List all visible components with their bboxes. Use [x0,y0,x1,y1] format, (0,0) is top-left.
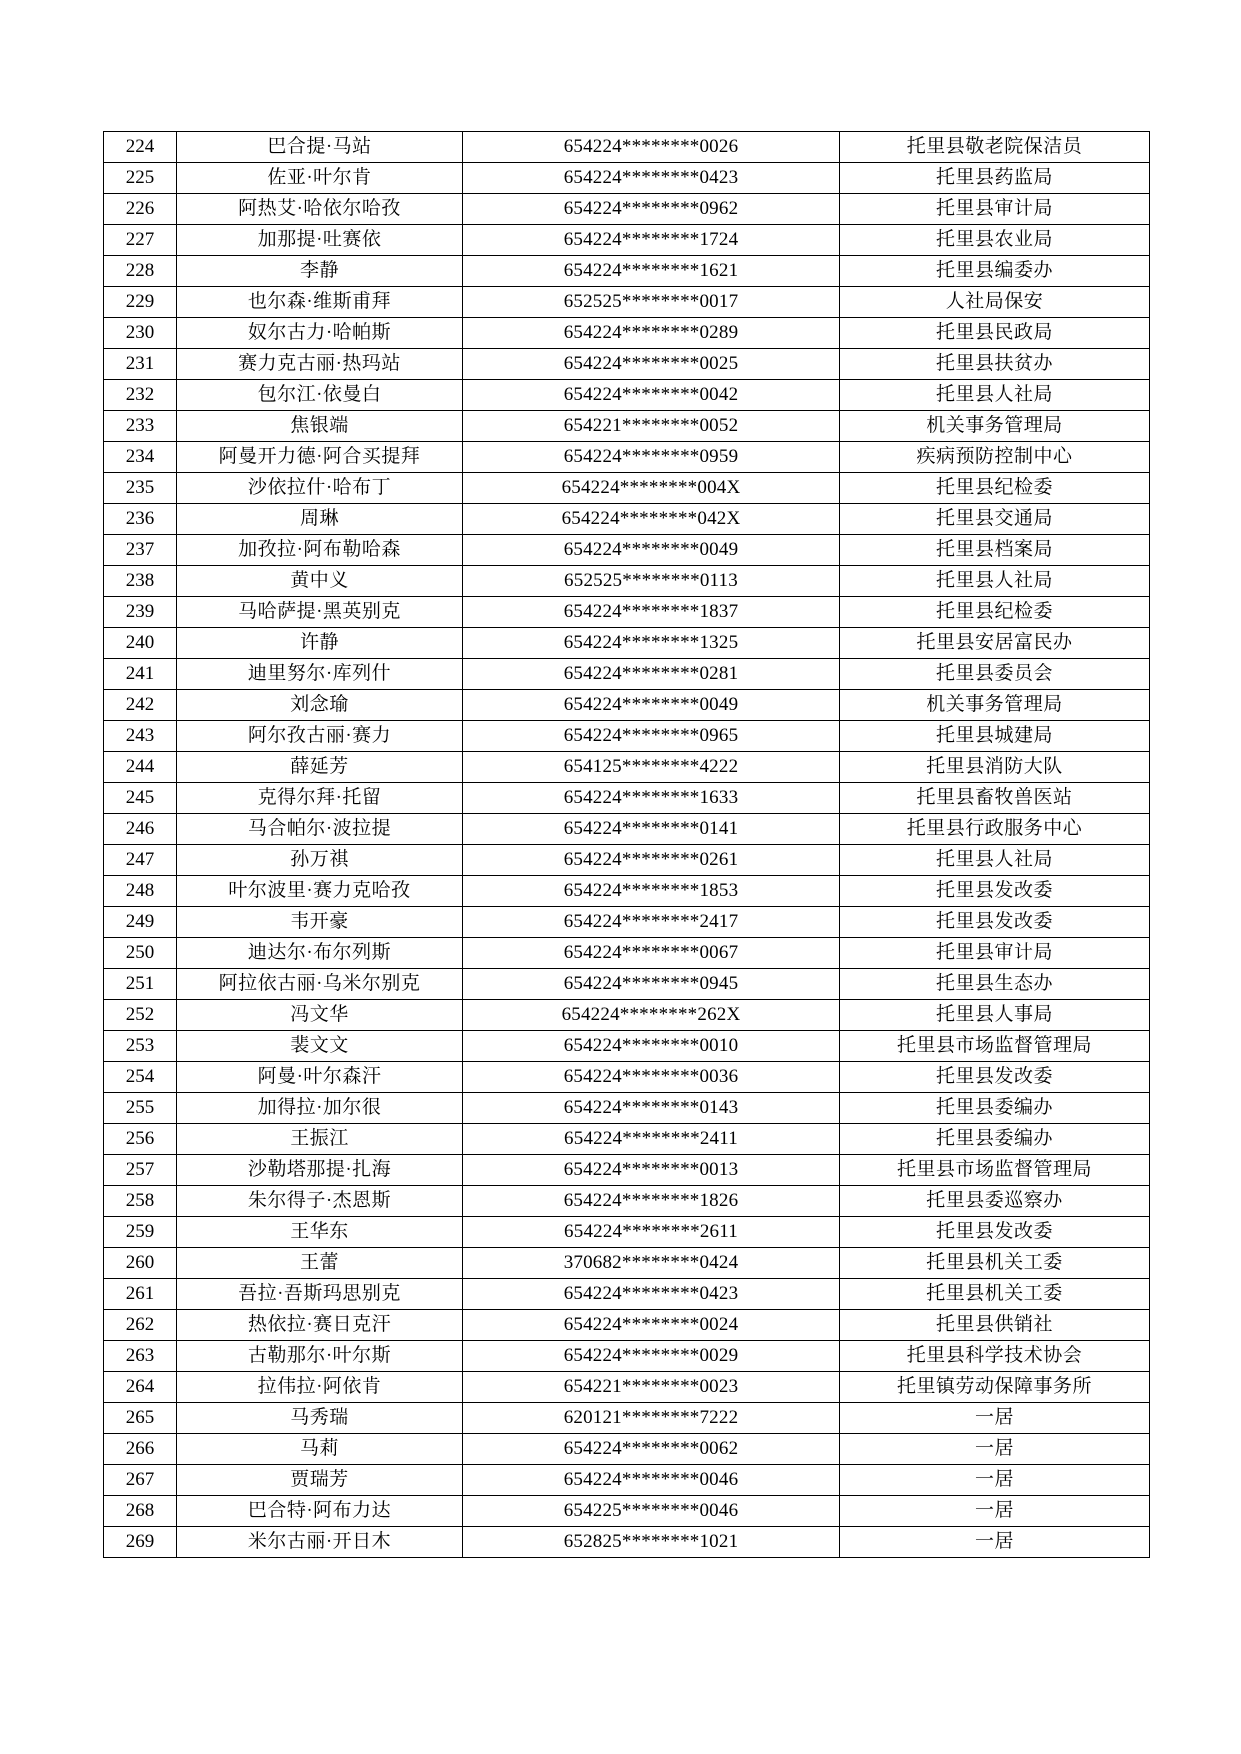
table-row [104,1465,1150,1496]
roster-table [103,131,1150,1558]
id-number-cell: 654224********0281 [463,659,840,690]
person-name-cell: 巴合提·马站 [177,132,463,163]
roster-table-body [104,132,1150,1558]
person-name-cell: 阿热艾·哈依尔哈孜 [177,194,463,225]
person-name-cell: 黄中义 [177,566,463,597]
table-row [104,1527,1150,1558]
id-number-cell: 654224********0013 [463,1155,840,1186]
id-number-cell: 654224********0423 [463,163,840,194]
work-unit-cell: 托里县市场监督管理局 [840,1155,1150,1186]
person-name-cell: 沙勒塔那提·扎海 [177,1155,463,1186]
work-unit-cell: 托里县人事局 [840,1000,1150,1031]
row-index-cell: 254 [104,1062,177,1093]
person-name-cell: 沙依拉什·哈布丁 [177,473,463,504]
work-unit-cell: 托里县委编办 [840,1093,1150,1124]
table-row [104,876,1150,907]
table-row [104,1186,1150,1217]
work-unit-cell: 托里县人社局 [840,566,1150,597]
work-unit-cell: 一居 [840,1465,1150,1496]
table-row [104,194,1150,225]
table-row [104,721,1150,752]
id-number-cell: 654224********0959 [463,442,840,473]
table-row [104,845,1150,876]
work-unit-cell: 托里县机关工委 [840,1279,1150,1310]
work-unit-cell: 托里县行政服务中心 [840,814,1150,845]
row-index-cell: 253 [104,1031,177,1062]
row-index-cell: 255 [104,1093,177,1124]
person-name-cell: 奴尔古力·哈帕斯 [177,318,463,349]
row-index-cell: 234 [104,442,177,473]
person-name-cell: 王华东 [177,1217,463,1248]
person-name-cell: 阿曼开力德·阿合买提拜 [177,442,463,473]
row-index-cell: 233 [104,411,177,442]
work-unit-cell: 托里县城建局 [840,721,1150,752]
row-index-cell: 259 [104,1217,177,1248]
person-name-cell: 冯文华 [177,1000,463,1031]
id-number-cell: 654224********0026 [463,132,840,163]
work-unit-cell: 托里县发改委 [840,876,1150,907]
table-row [104,1093,1150,1124]
row-index-cell: 228 [104,256,177,287]
work-unit-cell: 机关事务管理局 [840,690,1150,721]
table-row [104,1403,1150,1434]
table-row [104,132,1150,163]
row-index-cell: 251 [104,969,177,1000]
person-name-cell: 阿尔孜古丽·赛力 [177,721,463,752]
row-index-cell: 242 [104,690,177,721]
work-unit-cell: 一居 [840,1434,1150,1465]
table-row [104,752,1150,783]
id-number-cell: 654224********042X [463,504,840,535]
id-number-cell: 654224********2417 [463,907,840,938]
row-index-cell: 226 [104,194,177,225]
work-unit-cell: 托里县发改委 [840,907,1150,938]
row-index-cell: 241 [104,659,177,690]
table-row [104,1031,1150,1062]
row-index-cell: 231 [104,349,177,380]
row-index-cell: 236 [104,504,177,535]
person-name-cell: 马合帕尔·波拉提 [177,814,463,845]
work-unit-cell: 托里县委巡察办 [840,1186,1150,1217]
table-row [104,411,1150,442]
id-number-cell: 654224********1325 [463,628,840,659]
person-name-cell: 佐亚·叶尔肯 [177,163,463,194]
row-index-cell: 262 [104,1310,177,1341]
id-number-cell: 654224********0024 [463,1310,840,1341]
row-index-cell: 239 [104,597,177,628]
work-unit-cell: 托里镇劳动保障事务所 [840,1372,1150,1403]
person-name-cell: 马莉 [177,1434,463,1465]
person-name-cell: 加得拉·加尔很 [177,1093,463,1124]
work-unit-cell: 托里县消防大队 [840,752,1150,783]
row-index-cell: 265 [104,1403,177,1434]
id-number-cell: 652525********0017 [463,287,840,318]
work-unit-cell: 托里县生态办 [840,969,1150,1000]
id-number-cell: 654224********0067 [463,938,840,969]
row-index-cell: 235 [104,473,177,504]
person-name-cell: 焦银端 [177,411,463,442]
table-row [104,628,1150,659]
work-unit-cell: 托里县编委办 [840,256,1150,287]
table-row [104,1434,1150,1465]
person-name-cell: 马秀瑞 [177,1403,463,1434]
person-name-cell: 许静 [177,628,463,659]
table-row [104,1310,1150,1341]
person-name-cell: 吾拉·吾斯玛思别克 [177,1279,463,1310]
id-number-cell: 652525********0113 [463,566,840,597]
table-row [104,1124,1150,1155]
table-row [104,504,1150,535]
id-number-cell: 370682********0424 [463,1248,840,1279]
id-number-cell: 654224********0029 [463,1341,840,1372]
row-index-cell: 252 [104,1000,177,1031]
id-number-cell: 654224********1724 [463,225,840,256]
id-number-cell: 654224********262X [463,1000,840,1031]
id-number-cell: 654224********0049 [463,690,840,721]
row-index-cell: 246 [104,814,177,845]
work-unit-cell: 托里县民政局 [840,318,1150,349]
person-name-cell: 包尔江·依曼白 [177,380,463,411]
person-name-cell: 朱尔得子·杰恩斯 [177,1186,463,1217]
person-name-cell: 拉伟拉·阿依肯 [177,1372,463,1403]
table-row [104,907,1150,938]
table-row [104,1496,1150,1527]
work-unit-cell: 托里县委员会 [840,659,1150,690]
id-number-cell: 654225********0046 [463,1496,840,1527]
id-number-cell: 652825********1021 [463,1527,840,1558]
row-index-cell: 237 [104,535,177,566]
table-row [104,597,1150,628]
work-unit-cell: 一居 [840,1527,1150,1558]
work-unit-cell: 一居 [840,1403,1150,1434]
person-name-cell: 赛力克古丽·热玛站 [177,349,463,380]
work-unit-cell: 托里县档案局 [840,535,1150,566]
person-name-cell: 阿曼·叶尔森汗 [177,1062,463,1093]
row-index-cell: 248 [104,876,177,907]
person-name-cell: 加孜拉·阿布勒哈森 [177,535,463,566]
table-row [104,256,1150,287]
row-index-cell: 266 [104,1434,177,1465]
row-index-cell: 227 [104,225,177,256]
row-index-cell: 269 [104,1527,177,1558]
id-number-cell: 654224********0289 [463,318,840,349]
id-number-cell: 654224********0965 [463,721,840,752]
table-row [104,1062,1150,1093]
id-number-cell: 654224********0141 [463,814,840,845]
person-name-cell: 薛延芳 [177,752,463,783]
person-name-cell: 叶尔波里·赛力克哈孜 [177,876,463,907]
id-number-cell: 654224********1633 [463,783,840,814]
table-row [104,1217,1150,1248]
row-index-cell: 258 [104,1186,177,1217]
id-number-cell: 654224********1837 [463,597,840,628]
person-name-cell: 克得尔拜·托留 [177,783,463,814]
work-unit-cell: 托里县纪检委 [840,473,1150,504]
roster-table-container [103,131,1149,1558]
table-row [104,535,1150,566]
person-name-cell: 巴合特·阿布力达 [177,1496,463,1527]
table-row [104,1155,1150,1186]
person-name-cell: 韦开豪 [177,907,463,938]
table-row [104,659,1150,690]
work-unit-cell: 托里县纪检委 [840,597,1150,628]
id-number-cell: 654224********1826 [463,1186,840,1217]
id-number-cell: 654221********0023 [463,1372,840,1403]
work-unit-cell: 托里县敬老院保洁员 [840,132,1150,163]
row-index-cell: 244 [104,752,177,783]
work-unit-cell: 托里县审计局 [840,194,1150,225]
id-number-cell: 654224********0962 [463,194,840,225]
person-name-cell: 裴文文 [177,1031,463,1062]
id-number-cell: 654221********0052 [463,411,840,442]
work-unit-cell: 托里县畜牧兽医站 [840,783,1150,814]
table-row [104,1372,1150,1403]
person-name-cell: 李静 [177,256,463,287]
person-name-cell: 王蕾 [177,1248,463,1279]
person-name-cell: 周琳 [177,504,463,535]
table-row [104,349,1150,380]
row-index-cell: 243 [104,721,177,752]
id-number-cell: 654224********0010 [463,1031,840,1062]
table-row [104,814,1150,845]
row-index-cell: 247 [104,845,177,876]
table-row [104,163,1150,194]
work-unit-cell: 托里县科学技术协会 [840,1341,1150,1372]
row-index-cell: 224 [104,132,177,163]
row-index-cell: 229 [104,287,177,318]
table-row [104,690,1150,721]
work-unit-cell: 托里县发改委 [840,1217,1150,1248]
table-row [104,1248,1150,1279]
work-unit-cell: 托里县药监局 [840,163,1150,194]
person-name-cell: 王振江 [177,1124,463,1155]
work-unit-cell: 托里县机关工委 [840,1248,1150,1279]
table-row [104,1000,1150,1031]
person-name-cell: 贾瑞芳 [177,1465,463,1496]
work-unit-cell: 托里县人社局 [840,845,1150,876]
id-number-cell: 654224********0143 [463,1093,840,1124]
row-index-cell: 256 [104,1124,177,1155]
person-name-cell: 加那提·吐赛依 [177,225,463,256]
table-row [104,225,1150,256]
work-unit-cell: 托里县供销社 [840,1310,1150,1341]
work-unit-cell: 托里县审计局 [840,938,1150,969]
work-unit-cell: 托里县安居富民办 [840,628,1150,659]
id-number-cell: 654224********0049 [463,535,840,566]
id-number-cell: 654125********4222 [463,752,840,783]
row-index-cell: 263 [104,1341,177,1372]
row-index-cell: 264 [104,1372,177,1403]
person-name-cell: 古勒那尔·叶尔斯 [177,1341,463,1372]
table-row [104,1279,1150,1310]
id-number-cell: 654224********0046 [463,1465,840,1496]
row-index-cell: 230 [104,318,177,349]
work-unit-cell: 一居 [840,1496,1150,1527]
table-row [104,783,1150,814]
id-number-cell: 654224********0036 [463,1062,840,1093]
table-row [104,566,1150,597]
table-row [104,1341,1150,1372]
person-name-cell: 孙万祺 [177,845,463,876]
row-index-cell: 260 [104,1248,177,1279]
work-unit-cell: 疾病预防控制中心 [840,442,1150,473]
row-index-cell: 267 [104,1465,177,1496]
row-index-cell: 240 [104,628,177,659]
work-unit-cell: 托里县交通局 [840,504,1150,535]
id-number-cell: 620121********7222 [463,1403,840,1434]
work-unit-cell: 托里县发改委 [840,1062,1150,1093]
row-index-cell: 249 [104,907,177,938]
person-name-cell: 马哈萨提·黑英别克 [177,597,463,628]
work-unit-cell: 人社局保安 [840,287,1150,318]
work-unit-cell: 托里县扶贫办 [840,349,1150,380]
id-number-cell: 654224********1853 [463,876,840,907]
person-name-cell: 热依拉·赛日克汗 [177,1310,463,1341]
id-number-cell: 654224********0261 [463,845,840,876]
table-row [104,318,1150,349]
id-number-cell: 654224********0025 [463,349,840,380]
id-number-cell: 654224********1621 [463,256,840,287]
id-number-cell: 654224********2611 [463,1217,840,1248]
person-name-cell: 也尔森·维斯甫拜 [177,287,463,318]
row-index-cell: 261 [104,1279,177,1310]
id-number-cell: 654224********004X [463,473,840,504]
work-unit-cell: 托里县委编办 [840,1124,1150,1155]
table-row [104,938,1150,969]
work-unit-cell: 托里县市场监督管理局 [840,1031,1150,1062]
work-unit-cell: 机关事务管理局 [840,411,1150,442]
row-index-cell: 245 [104,783,177,814]
id-number-cell: 654224********2411 [463,1124,840,1155]
id-number-cell: 654224********0945 [463,969,840,1000]
table-row [104,473,1150,504]
row-index-cell: 268 [104,1496,177,1527]
row-index-cell: 238 [104,566,177,597]
table-row [104,442,1150,473]
work-unit-cell: 托里县人社局 [840,380,1150,411]
person-name-cell: 迪里努尔·库列什 [177,659,463,690]
table-row [104,380,1150,411]
person-name-cell: 阿拉依古丽·乌米尔别克 [177,969,463,1000]
id-number-cell: 654224********0042 [463,380,840,411]
person-name-cell: 迪达尔·布尔列斯 [177,938,463,969]
person-name-cell: 刘念瑜 [177,690,463,721]
row-index-cell: 257 [104,1155,177,1186]
id-number-cell: 654224********0062 [463,1434,840,1465]
person-name-cell: 米尔古丽·开日木 [177,1527,463,1558]
table-row [104,969,1150,1000]
row-index-cell: 250 [104,938,177,969]
work-unit-cell: 托里县农业局 [840,225,1150,256]
row-index-cell: 225 [104,163,177,194]
row-index-cell: 232 [104,380,177,411]
table-row [104,287,1150,318]
id-number-cell: 654224********0423 [463,1279,840,1310]
